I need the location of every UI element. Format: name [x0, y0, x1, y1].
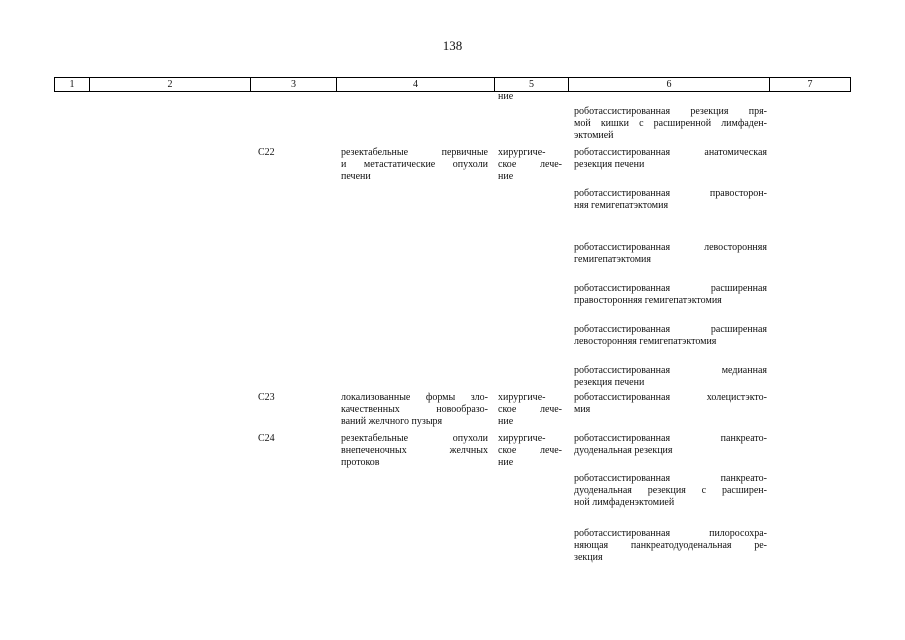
diagnosis-code: C24 — [258, 433, 275, 444]
header-col-7: 7 — [769, 78, 851, 91]
page-number: 138 — [442, 38, 463, 53]
header-col-6: 6 — [568, 78, 769, 91]
header-col-2: 2 — [89, 78, 250, 91]
method-text: роботассистированная медианная резекция печени — [574, 365, 767, 388]
method-text: роботассистированная левосторонняя гемигепатэктомия — [574, 242, 767, 265]
method-text: роботассистированная правосторон- няя гемигепатэктомия — [574, 188, 767, 211]
treatment-type: хирургиче- ское лече- ние — [498, 433, 562, 468]
method-text: роботассистированная расширенная левосторонняя гемигепатэктомия — [574, 324, 767, 347]
method-text: роботассистированная анатомическая резекция печени — [574, 147, 767, 170]
condition-text: резектабельные опухоли внепеченочных желчных протоков — [341, 433, 488, 468]
diagnosis-code: C23 — [258, 392, 275, 403]
header-col-1: 1 — [54, 78, 89, 91]
header-col-4: 4 — [336, 78, 494, 91]
treatment-type: хирургиче- ское лече- ние — [498, 392, 562, 427]
condition-text: резектабельные первичные и метастатические опухоли печени — [341, 147, 488, 182]
diagnosis-code: C22 — [258, 147, 275, 158]
method-text: роботассистированная холецистэкто- мия — [574, 392, 767, 415]
header-col-3: 3 — [250, 78, 336, 91]
header-col-5: 5 — [494, 78, 568, 91]
treatment-fragment: ние — [498, 91, 514, 102]
method-text: роботассистированная панкреато- дуоденальная резекция — [574, 433, 767, 456]
condition-text: локализованные формы зло- качественных новообразо- ваний желчного пузыря — [341, 392, 488, 427]
method-text: роботассистированная панкреато- дуоденальная резекция с расширен- ной лимфаденэктомией — [574, 473, 767, 508]
table-header-row — [54, 77, 851, 92]
method-text: роботассистированная пилоросохра- няющая панкреатодуоденальная ре- зекция — [574, 528, 767, 563]
method-text: роботассистированная расширенная правосторонняя гемигепатэктомия — [574, 283, 767, 306]
treatment-type: хирургиче- ское лече- ние — [498, 147, 562, 182]
method-text: роботассистированная резекция пря- мой кишки с расширенной лимфаден- эктомией — [574, 106, 767, 141]
